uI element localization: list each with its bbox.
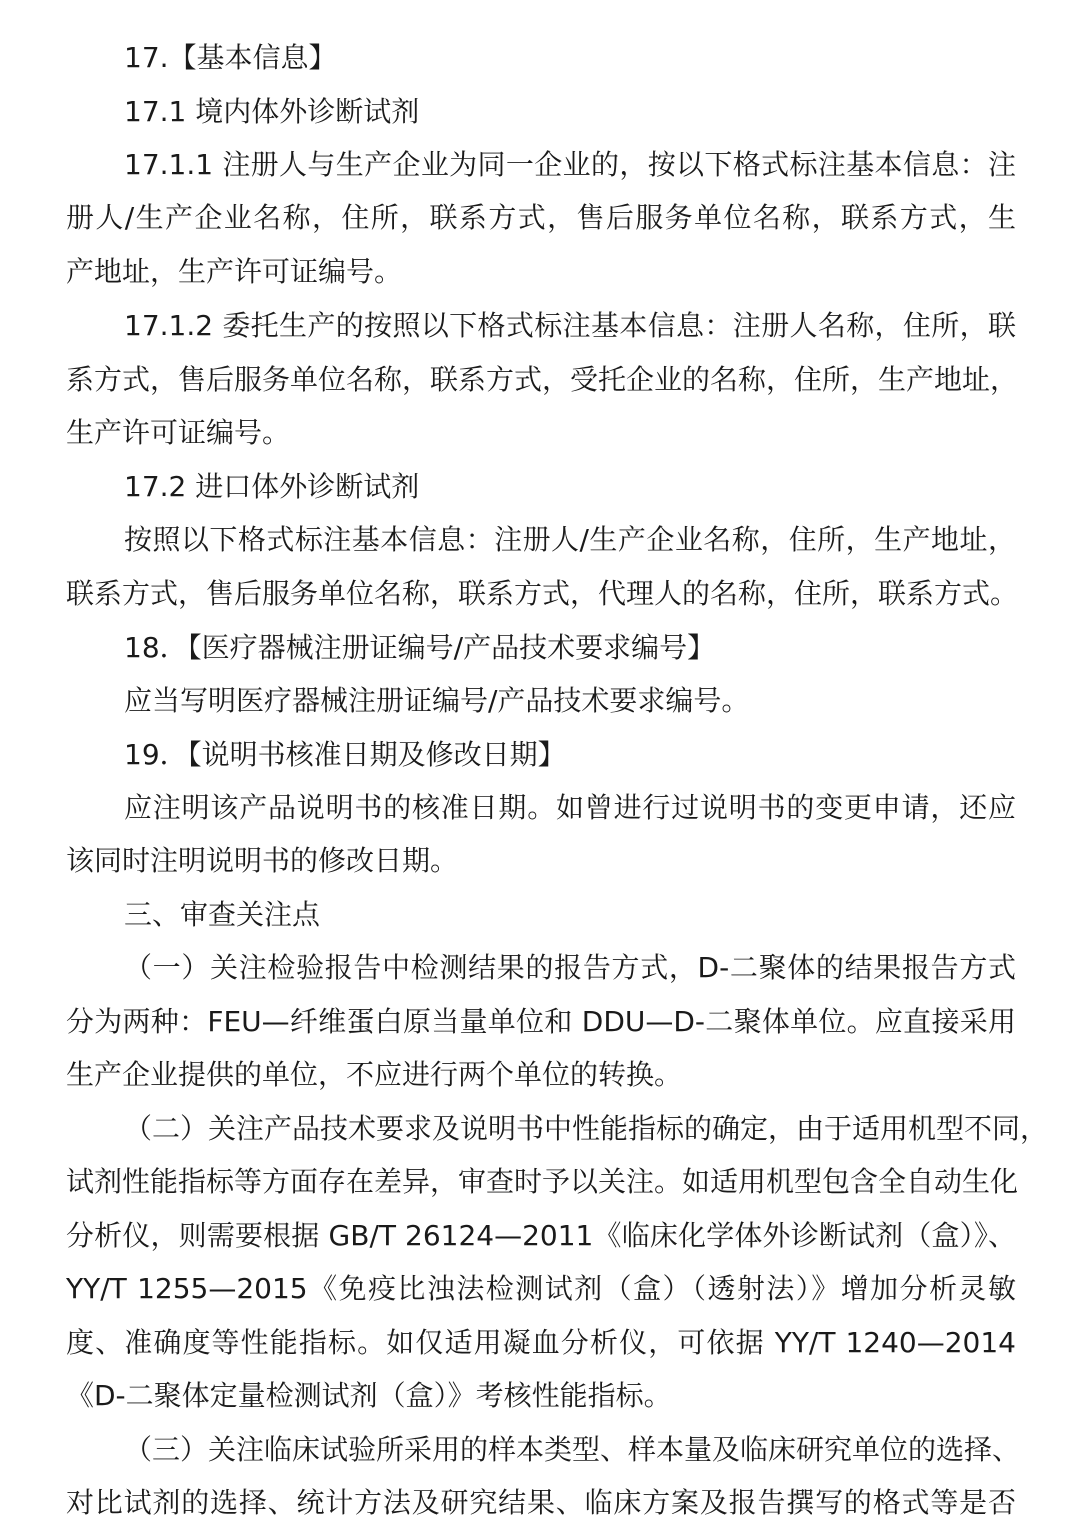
section-17-heading: 17.【基本信息】 <box>124 41 337 74</box>
paragraph-line: 17.1.2 委托生产的按照以下格式标注基本信息：注册人名称，住所，联 <box>124 309 1016 342</box>
paragraph-line: 对比试剂的选择、统计方法及研究结果、临床方案及报告撰写的格式等是否 <box>66 1486 1016 1519</box>
paragraph-line: 应当写明医疗器械注册证编号/产品技术要求编号。 <box>124 684 750 717</box>
section-3-heading: 三、审查关注点 <box>124 898 321 931</box>
paragraph-line: 册人/生产企业名称，住所，联系方式，售后服务单位名称，联系方式，生 <box>66 201 1016 234</box>
paragraph-line: （三）关注临床试验所采用的样本类型、样本量及临床研究单位的选择、 <box>124 1433 1021 1466</box>
section-17-1-heading: 17.1 境内体外诊断试剂 <box>124 95 420 128</box>
paragraph-line: 分析仪，则需要根据 GB/T 26124—2011《临床化学体外诊断试剂（盒）》、 <box>66 1219 1016 1252</box>
paragraph-line: 17.1.1 注册人与生产企业为同一企业的，按以下格式标注基本信息：注 <box>124 148 1016 181</box>
paragraph-line: 生产企业提供的单位，不应进行两个单位的转换。 <box>66 1058 683 1091</box>
paragraph-line: 试剂性能指标等方面存在差异，审查时予以关注。如适用机型包含全自动生化 <box>66 1165 1019 1198</box>
section-18-heading: 18．【医疗器械注册证编号/产品技术要求编号】 <box>124 631 716 664</box>
paragraph-line: 分为两种：FEU—纤维蛋白原当量单位和 DDU—D-二聚体单位。应直接采用 <box>66 1005 1016 1038</box>
section-19-heading: 19．【说明书核准日期及修改日期】 <box>124 738 566 771</box>
paragraph-line: 《D-二聚体定量检测试剂（盒）》考核性能指标。 <box>66 1379 672 1412</box>
paragraph-line: 联系方式，售后服务单位名称，联系方式，代理人的名称，住所，联系方式。 <box>66 577 1019 610</box>
paragraph-line: 生产许可证编号。 <box>66 416 291 449</box>
section-17-2-heading: 17.2 进口体外诊断试剂 <box>124 470 420 503</box>
paragraph-line: 产地址，生产许可证编号。 <box>66 255 403 288</box>
paragraph-line: 按照以下格式标注基本信息：注册人/生产企业名称，住所，生产地址， <box>124 523 1016 556</box>
paragraph-line: 应注明该产品说明书的核准日期。如曾进行过说明书的变更申请，还应 <box>124 791 1016 824</box>
paragraph-line: 系方式，售后服务单位名称，联系方式，受托企业的名称，住所，生产地址， <box>66 363 1019 396</box>
paragraph-line: 度、准确度等性能指标。如仅适用凝血分析仪，可依据 YY/T 1240—2014 <box>66 1326 1016 1359</box>
paragraph-line: （二）关注产品技术要求及说明书中性能指标的确定，由于适用机型不同， <box>124 1112 1049 1145</box>
paragraph-line: 该同时注明说明书的修改日期。 <box>66 844 459 877</box>
paragraph-line: YY/T 1255—2015《免疫比浊法检测试剂（盒）（透射法）》增加分析灵敏 <box>66 1272 1016 1305</box>
paragraph-line: （一）关注检验报告中检测结果的报告方式，D-二聚体的结果报告方式 <box>124 951 1016 984</box>
